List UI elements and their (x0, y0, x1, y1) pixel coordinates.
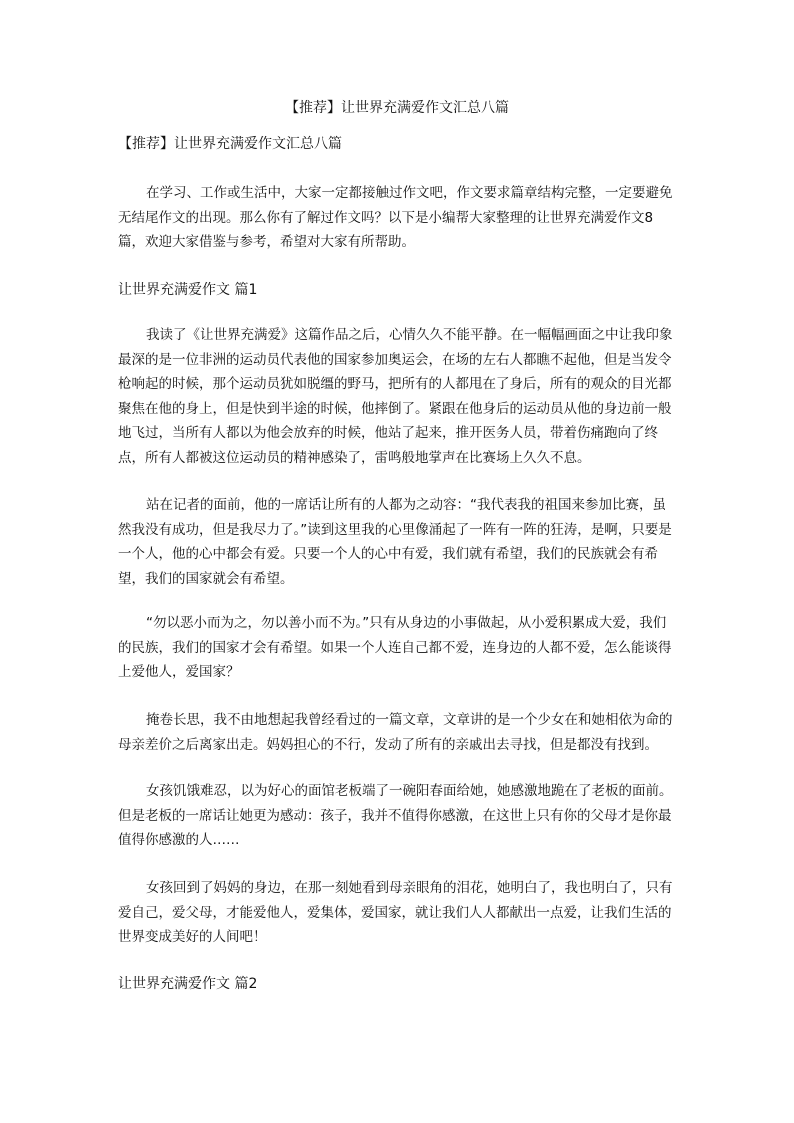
essay1-paragraph-5: 女孩饥饿难忍，以为好心的面馆老板端了一碗阳春面给她，她感激地跪在了老板的面前。但是老板的一席话让她更为感动：孩子，我并不值得你感激，在这世上只有你的父母才是你最值得你感激的人…… (118, 783, 673, 848)
essay1-paragraph-1: 我读了《让世界充满爱》这篇作品之后，心情久久不能平静。在一幅幅画面之中让我印象最深的是一位非洲的运动员代表他的国家参加奥运会，在场的左右人都瞧不起他，但是当发令枪响起的时候，那个运动员犹如脱缰的野马，把所有的人都甩在了身后，所有的观众的目光都聚焦在他的身上，但是快到半途的时候，他摔倒了。紧跟在他身后的运动员从他的身边前一般地飞过，当所有人都以为他会放弃的时候，他站了起来，推开医务人员，带着伤痛跑向了终点，所有人都被这位运动员的精神感染了，雷鸣般地掌声在比赛场上久久不息。 (118, 327, 673, 466)
document-subtitle: 【推荐】让世界充满爱作文汇总八篇 (118, 136, 342, 152)
intro-paragraph: 在学习、工作或生活中，大家一定都接触过作文吧，作文要求篇章结构完整，一定要避免无结尾作文的出现。那么你有了解过作文吗？以下是小编帮大家整理的让世界充满爱作文8篇，欢迎大家借鉴与参考，希望对大家有所帮助。 (118, 185, 673, 250)
section-heading-1: 让世界充满爱作文 篇1 (118, 282, 258, 298)
essay1-paragraph-3: “勿以恶小而为之，勿以善小而不为。”只有从身边的小事做起，从小爱积累成大爱，我们的民族，我们的国家才会有希望。如果一个人连自己都不爱，连身边的人都不爱，怎么能谈得上爱他人，爱国家？ (118, 615, 672, 680)
essay1-paragraph-4: 掩卷长思，我不由地想起我曾经看过的一篇文章，文章讲的是一个少女在和她相依为命的母亲差价之后离家出走。妈妈担心的不行，发动了所有的亲戚出去寻找，但是都没有找到。 (118, 712, 673, 753)
document-title: 【推荐】让世界充满爱作文汇总八篇 (285, 100, 509, 116)
essay1-paragraph-2: 站在记者的面前，他的一席话让所有的人都为之动容：“我代表我的祖国来参加比赛，虽然我没有成功，但是我尽力了。”读到这里我的心里像涌起了一阵有一阵的狂涛，是啊，只要是一个人，他的心中都会有爱。只要一个人的心中有爱，我们就有希望，我们的民族就会有希望，我们的国家就会有希望。 (118, 497, 672, 587)
section-heading-2: 让世界充满爱作文 篇2 (118, 976, 258, 992)
essay1-paragraph-6: 女孩回到了妈妈的身边，在那一刻她看到母亲眼角的泪花，她明白了，我也明白了，只有爱自己，爱父母，才能爱他人，爱集体，爱国家，就让我们人人都献出一点爱，让我们生活的世界变成美好的人间吧！ (118, 880, 673, 945)
